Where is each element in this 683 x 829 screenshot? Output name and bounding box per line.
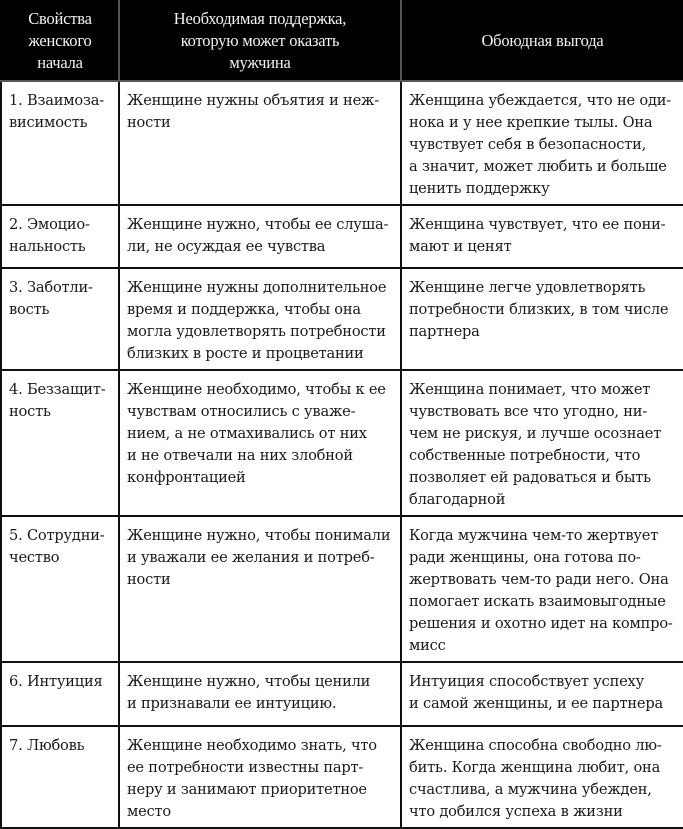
cell-benefit: Женщине легче удовлетворять потребности близких, в том числе партнера	[401, 268, 683, 370]
table-row	[1, 205, 683, 268]
header-support: Необходимая поддержка, которую может оказать мужчина	[119, 1, 401, 81]
cell-property: 3. Заботли- вость	[1, 268, 119, 370]
cell-support: Женщине необходимо, чтобы к ее чувствам относились с уваже- нием, а не отмахивались от них и не отвечали на них злобной конфронтацией	[119, 370, 401, 516]
table-row	[1, 370, 683, 516]
cell-property: 4. Беззащит- ность	[1, 370, 119, 516]
table-row	[1, 81, 683, 205]
table-header	[1, 1, 683, 81]
cell-benefit: Женщина понимает, что может чувствовать все что угодно, ни- чем не рискуя, и лучше осознает собственные потребности, что позволяет ей радоваться и быть благодарной	[401, 370, 683, 516]
header-benefit: Обоюдная выгода	[401, 1, 683, 81]
cell-benefit: Женщина чувствует, что ее пони- мают и ценят	[401, 205, 683, 268]
cell-support: Женщине нужно, чтобы понимали и уважали ее желания и потреб- ности	[119, 516, 401, 662]
cell-property: 7. Любовь	[1, 726, 119, 828]
table-row	[1, 662, 683, 726]
cell-support: Женщине нужно, чтобы ее слуша- ли, не осуждая ее чувства	[119, 205, 401, 268]
cell-benefit: Женщина убеждается, что не оди- нока и у нее крепкие тылы. Она чувствует себя в безопасности, а значит, может любить и больше ценить поддержку	[401, 81, 683, 205]
table-row	[1, 726, 683, 828]
cell-support: Женщине нужны объятия и неж- ности	[119, 81, 401, 205]
cell-support: Женщине нужны дополнительное время и поддержка, чтобы она могла удовлетворять потребности близких в росте и процветании	[119, 268, 401, 370]
table-row	[1, 268, 683, 370]
cell-benefit: Женщина способна свободно лю- бить. Когда женщина любит, она счастлива, а мужчина убежден, что добился успеха в жизни	[401, 726, 683, 828]
cell-property: 5. Сотрудни- чество	[1, 516, 119, 662]
header-row	[1, 1, 683, 81]
cell-support: Женщине необходимо знать, что ее потребности известны парт- неру и занимают приоритетное место	[119, 726, 401, 828]
header-property: Свойства женского начала	[1, 1, 119, 81]
table-row	[1, 516, 683, 662]
cell-property: 2. Эмоцио- нальность	[1, 205, 119, 268]
table-body	[1, 81, 683, 828]
cell-property: 1. Взаимоза- висимость	[1, 81, 119, 205]
cell-benefit: Интуиция способствует успеху и самой женщины, и ее партнера	[401, 662, 683, 726]
cell-property: 6. Интуиция	[1, 662, 119, 726]
cell-support: Женщине нужно, чтобы ценили и признавали ее интуицию.	[119, 662, 401, 726]
cell-benefit: Когда мужчина чем-то жертвует ради женщины, она готова по- жертвовать чем-то ради него. Она помогает искать взаимовыгодные решения и охотно идет на компро- мисс	[401, 516, 683, 662]
